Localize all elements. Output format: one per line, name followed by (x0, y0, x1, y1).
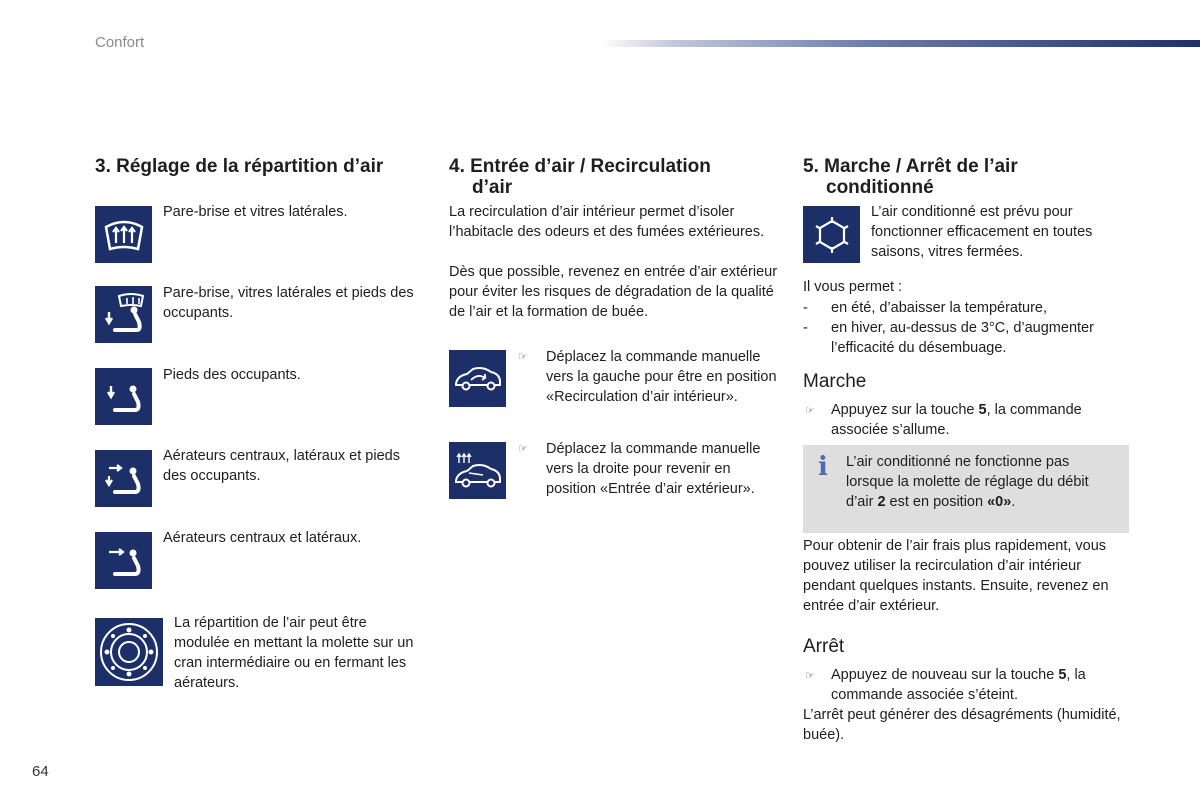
pointer-bullet-icon: ☞ (805, 670, 815, 682)
item-text: Pare-brise et vitres latérales. (163, 204, 348, 220)
dash-bullet: - (803, 320, 808, 336)
column-air-distribution (95, 156, 425, 691)
item-text: Pieds des occupants. (163, 367, 301, 383)
pointer-bullet-icon: ☞ (518, 351, 528, 363)
windshield-feet-icon (95, 286, 152, 343)
intro-text-2: Dès que possible, revenez en entrée d’air extérieur pour éviter les risques de dégradation de la qualité de l’air et la formation de buée. (449, 264, 778, 320)
recirculation-car-icon (449, 350, 506, 407)
info-box (803, 445, 1129, 533)
arret-note: L’arrêt peut générer des désagréments (humidité, buée). (803, 707, 1121, 743)
arret-instruction: Appuyez de nouveau sur la touche 5, la commande associée s’éteint. (831, 667, 1086, 703)
item-text: Aérateurs centraux, latéraux et pieds des occupants. (163, 448, 400, 484)
page-number: 64 (32, 763, 49, 780)
heading-air-distribution: 3. Réglage de la répartition d’air (95, 156, 384, 177)
intro-text: La recirculation d’air intérieur permet d’isoler l’habitacle des odeurs et des fumées extérieures. (449, 204, 765, 240)
permit-text: Il vous permet : (803, 279, 903, 295)
item-text: Pare-brise, vitres latérales et pieds des occupants. (163, 285, 414, 321)
column-air-conditioning (803, 156, 1133, 743)
header-gradient-bar (600, 40, 1200, 47)
heading-marche: Marche (803, 371, 867, 392)
vents-icon (95, 532, 152, 589)
item-text: Aérateurs centraux et latéraux. (163, 530, 362, 546)
bullet-summer: en été, d’abaisser la température, (831, 300, 1048, 316)
marche-instruction: Appuyez sur la touche 5, la commande associée s’allume. (831, 402, 1082, 438)
dial-description: La répartition de l’air peut être modulée en mettant la molette sur un cran intermédiaire ou en fermant les aérateurs. (174, 615, 414, 691)
fresh-air-tip: Pour obtenir de l’air frais plus rapidement, vous pouvez utiliser la recirculation d’air intérieur pendant quelques instants. Ensuite, revenez en entrée d’air extérieur. (803, 538, 1109, 614)
pointer-bullet-icon: ☞ (805, 405, 815, 417)
feet-icon (95, 368, 152, 425)
ac-description: L’air conditionné est prévu pour fonctionner efficacement en toutes saisons, vitres fermées. (871, 204, 1093, 260)
info-icon: i (818, 452, 828, 482)
distribution-dial-icon (95, 618, 163, 686)
step-outside-air: Déplacez la commande manuelle vers la droite pour revenir en position «Entrée d’air extérieur». (546, 441, 761, 497)
heading-arret: Arrêt (803, 636, 845, 657)
dash-bullet: - (803, 300, 808, 316)
outside-air-car-icon (449, 442, 506, 499)
info-text: L’air conditionné ne fonctionne pas lorsque la molette de réglage du débit d’air 2 est en position «0». (846, 454, 1089, 510)
vents-feet-icon (95, 450, 152, 507)
section-title: Confort (95, 34, 145, 51)
heading-air-conditioning: 5. Marche / Arrêt de l’air conditionné (803, 156, 1018, 198)
column-recirculation (449, 156, 779, 497)
heading-recirculation: 4. Entrée d’air / Recirculation d’air (449, 156, 711, 198)
bullet-winter: en hiver, au-dessus de 3°C, d’augmenter l’efficacité du désembuage. (831, 320, 1094, 356)
pointer-bullet-icon: ☞ (518, 443, 528, 455)
snowflake-ac-icon (803, 206, 860, 263)
step-recirculation: Déplacez la commande manuelle vers la gauche pour être en position «Recirculation d’air intérieur». (546, 349, 777, 405)
windshield-defrost-icon (95, 206, 152, 263)
